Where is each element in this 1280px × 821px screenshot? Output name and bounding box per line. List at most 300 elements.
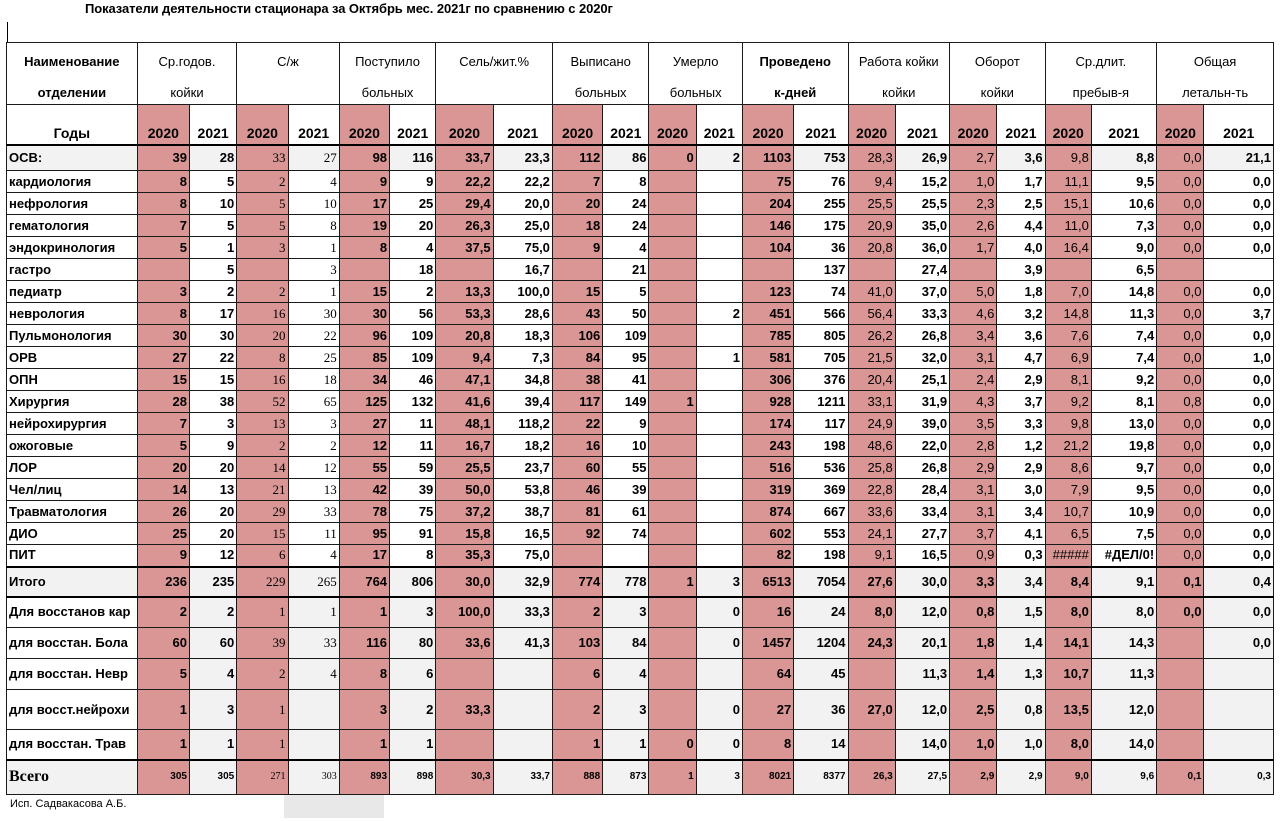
cell-19: 12,0 <box>1091 690 1156 730</box>
cell-4: 893 <box>339 760 389 795</box>
cell-6: 53,3 <box>436 303 493 325</box>
grand-total-row <box>7 760 1274 795</box>
cell-8: 9 <box>552 237 602 259</box>
cell-14: 48,6 <box>848 435 895 457</box>
cell-7: 16,5 <box>493 523 552 545</box>
cell-2: 52 <box>237 391 288 413</box>
cell-6: 50,0 <box>436 479 493 501</box>
cell-1: 20 <box>189 501 236 523</box>
cell-5: 109 <box>390 347 436 369</box>
cell-1: 10 <box>189 193 236 215</box>
cell-4: 8 <box>339 659 389 690</box>
row-label: гастро <box>7 259 138 281</box>
cell-5: 9 <box>390 171 436 193</box>
header-row-bottom <box>7 81 1274 105</box>
cell-16: 2,8 <box>950 435 997 457</box>
cell-0 <box>137 259 189 281</box>
cell-15: 28,4 <box>895 479 949 501</box>
cell-2: 1 <box>237 690 288 730</box>
cell-15: 27,5 <box>895 760 949 795</box>
year-2020: 2020 <box>339 105 389 145</box>
row-label: Для восстанов кар <box>7 597 138 628</box>
cell-13: 117 <box>794 413 848 435</box>
cell-21: 21,1 <box>1204 145 1274 171</box>
cell-14: 20,8 <box>848 237 895 259</box>
cell-16: 3,1 <box>950 479 997 501</box>
department-row <box>7 369 1274 391</box>
header-name-line2: отделении <box>7 81 138 105</box>
cell-18: 9,0 <box>1045 760 1091 795</box>
cell-17: 1,4 <box>997 628 1045 659</box>
cell-7: 53,8 <box>493 479 552 501</box>
cell-12: 104 <box>742 237 793 259</box>
cell-0: 8 <box>137 171 189 193</box>
year-2020: 2020 <box>1045 105 1091 145</box>
cell-11: 1 <box>696 347 742 369</box>
cell-12: 928 <box>742 391 793 413</box>
cell-17: 4,7 <box>997 347 1045 369</box>
cell-7: 118,2 <box>493 413 552 435</box>
cell-21: 0,3 <box>1204 760 1274 795</box>
cell-18: 11,1 <box>1045 171 1091 193</box>
row-label: Итого <box>7 567 138 597</box>
cell-10 <box>649 215 696 237</box>
cell-13: 369 <box>794 479 848 501</box>
cell-10 <box>649 457 696 479</box>
cell-10 <box>649 545 696 567</box>
cell-7: 20,0 <box>493 193 552 215</box>
cell-10 <box>649 690 696 730</box>
department-row <box>7 391 1274 413</box>
cell-8: 16 <box>552 435 602 457</box>
year-2020: 2020 <box>1157 105 1204 145</box>
cell-3: 8 <box>288 215 339 237</box>
cell-14: 28,3 <box>848 145 895 171</box>
cell-11 <box>696 501 742 523</box>
years-row <box>7 105 1274 145</box>
cell-12: 146 <box>742 215 793 237</box>
cell-6: 20,8 <box>436 325 493 347</box>
row-label: Всего <box>7 760 138 795</box>
cell-3: 2 <box>288 435 339 457</box>
cell-20: 0,0 <box>1157 347 1204 369</box>
cell-12: 581 <box>742 347 793 369</box>
cell-6: 35,3 <box>436 545 493 567</box>
cell-1: 38 <box>189 391 236 413</box>
cell-10: 1 <box>649 391 696 413</box>
cell-5: 116 <box>390 145 436 171</box>
year-2021: 2021 <box>603 105 649 145</box>
cell-16: 3,5 <box>950 413 997 435</box>
cell-0: 5 <box>137 659 189 690</box>
row-label: ЛОР <box>7 457 138 479</box>
cell-16: 3,4 <box>950 325 997 347</box>
cell-5: 898 <box>390 760 436 795</box>
cell-17: 3,6 <box>997 325 1045 347</box>
cell-8: 38 <box>552 369 602 391</box>
cell-2: 8 <box>237 347 288 369</box>
cell-15: 14,0 <box>895 730 949 760</box>
cell-1: 1 <box>189 237 236 259</box>
cell-13: 137 <box>794 259 848 281</box>
cell-16: 1,8 <box>950 628 997 659</box>
cell-21: 1,0 <box>1204 347 1274 369</box>
cell-10 <box>649 171 696 193</box>
cell-6 <box>436 259 493 281</box>
cell-2: 2 <box>237 171 288 193</box>
cell-3: 265 <box>288 567 339 597</box>
cell-14 <box>848 659 895 690</box>
cell-1: 9 <box>189 435 236 457</box>
cell-8 <box>552 259 602 281</box>
cell-13: 255 <box>794 193 848 215</box>
cell-13: 8377 <box>794 760 848 795</box>
cell-19: 8,8 <box>1091 145 1156 171</box>
header-group-3-line1: Сель/жит.% <box>436 43 553 81</box>
cell-5: 18 <box>390 259 436 281</box>
cell-17: 0,3 <box>997 545 1045 567</box>
cell-16: 5,0 <box>950 281 997 303</box>
cell-0: 28 <box>137 391 189 413</box>
cell-18: 8,1 <box>1045 369 1091 391</box>
cell-3: 1 <box>288 597 339 628</box>
cell-1: 15 <box>189 369 236 391</box>
cell-15: 27,4 <box>895 259 949 281</box>
cell-7: 41,3 <box>493 628 552 659</box>
cell-14: 21,5 <box>848 347 895 369</box>
report-table <box>6 42 1274 795</box>
cell-0: 3 <box>137 281 189 303</box>
header-group-2-line2: больных <box>339 81 436 105</box>
cell-15: 35,0 <box>895 215 949 237</box>
cell-2 <box>237 259 288 281</box>
cell-13: 1204 <box>794 628 848 659</box>
department-row <box>7 413 1274 435</box>
cell-17: 3,7 <box>997 391 1045 413</box>
cell-4: 34 <box>339 369 389 391</box>
cell-11 <box>696 193 742 215</box>
year-2021: 2021 <box>493 105 552 145</box>
cell-19: 9,5 <box>1091 171 1156 193</box>
cell-19: 9,1 <box>1091 567 1156 597</box>
cell-1: 17 <box>189 303 236 325</box>
cell-2: 1 <box>237 597 288 628</box>
cell-0: 27 <box>137 347 189 369</box>
cell-4: 42 <box>339 479 389 501</box>
row-label: нейрохирургия <box>7 413 138 435</box>
cell-17: 2,9 <box>997 760 1045 795</box>
cell-20: 0,0 <box>1157 501 1204 523</box>
cell-13: 566 <box>794 303 848 325</box>
cell-9: 9 <box>603 413 649 435</box>
cell-9: 109 <box>603 325 649 347</box>
cell-11: 0 <box>696 730 742 760</box>
cell-13: 7054 <box>794 567 848 597</box>
department-row <box>7 193 1274 215</box>
cell-7 <box>493 659 552 690</box>
cell-19: 9,2 <box>1091 369 1156 391</box>
cell-20: 0,0 <box>1157 523 1204 545</box>
cell-21: 0,0 <box>1204 171 1274 193</box>
cell-20 <box>1157 659 1204 690</box>
cell-7: 75,0 <box>493 545 552 567</box>
cell-1: 235 <box>189 567 236 597</box>
cell-9: 74 <box>603 523 649 545</box>
cell-5: 25 <box>390 193 436 215</box>
year-2021: 2021 <box>390 105 436 145</box>
cell-15: 30,0 <box>895 567 949 597</box>
cell-7: 33,7 <box>493 760 552 795</box>
cell-14: 9,4 <box>848 171 895 193</box>
row-label: ОСВ: <box>7 145 138 171</box>
cell-16: 0,8 <box>950 597 997 628</box>
cell-9: 10 <box>603 435 649 457</box>
cell-20: 0,0 <box>1157 545 1204 567</box>
cell-9: 1 <box>603 730 649 760</box>
cell-13: 175 <box>794 215 848 237</box>
cell-19: 8,0 <box>1091 597 1156 628</box>
cell-11 <box>696 259 742 281</box>
row-label: педиатр <box>7 281 138 303</box>
cell-0: 7 <box>137 215 189 237</box>
cell-8: 6 <box>552 659 602 690</box>
cell-19: 13,0 <box>1091 413 1156 435</box>
cell-0: 8 <box>137 193 189 215</box>
cell-3: 30 <box>288 303 339 325</box>
cell-0: 5 <box>137 237 189 259</box>
cell-13: 536 <box>794 457 848 479</box>
cell-6: 15,8 <box>436 523 493 545</box>
cell-15: 39,0 <box>895 413 949 435</box>
cell-17: 4,1 <box>997 523 1045 545</box>
left-border-tick <box>7 22 8 42</box>
cell-9: 5 <box>603 281 649 303</box>
year-2021: 2021 <box>189 105 236 145</box>
cell-10 <box>649 597 696 628</box>
cell-16: 4,6 <box>950 303 997 325</box>
cell-6: 33,3 <box>436 690 493 730</box>
cell-3: 18 <box>288 369 339 391</box>
cell-2: 229 <box>237 567 288 597</box>
cell-18: ##### <box>1045 545 1091 567</box>
cell-19: 9,7 <box>1091 457 1156 479</box>
cell-17: 1,3 <box>997 659 1045 690</box>
cell-19: 8,1 <box>1091 391 1156 413</box>
total-row <box>7 567 1274 597</box>
cell-12: 785 <box>742 325 793 347</box>
cell-11 <box>696 545 742 567</box>
cell-6: 29,4 <box>436 193 493 215</box>
cell-3: 1 <box>288 237 339 259</box>
row-label: кардиология <box>7 171 138 193</box>
cell-1: 20 <box>189 457 236 479</box>
cell-19: 7,5 <box>1091 523 1156 545</box>
header-group-7-line1: Работа койки <box>848 43 950 81</box>
cell-4: 19 <box>339 215 389 237</box>
cell-20: 0,1 <box>1157 760 1204 795</box>
cell-16: 3,1 <box>950 347 997 369</box>
rehab-row <box>7 597 1274 628</box>
cell-15: 12,0 <box>895 690 949 730</box>
cell-20: 0,0 <box>1157 237 1204 259</box>
cell-1: 13 <box>189 479 236 501</box>
cell-15: 26,9 <box>895 145 949 171</box>
cell-13: 76 <box>794 171 848 193</box>
cell-9: 3 <box>603 690 649 730</box>
header-group-6-line1: Проведено <box>742 43 848 81</box>
years-label: Годы <box>7 105 138 145</box>
cell-14: 33,1 <box>848 391 895 413</box>
department-row <box>7 325 1274 347</box>
cell-21: 0,0 <box>1204 597 1274 628</box>
year-2020: 2020 <box>742 105 793 145</box>
cell-16: 2,4 <box>950 369 997 391</box>
cell-18: 7,0 <box>1045 281 1091 303</box>
cell-6: 26,3 <box>436 215 493 237</box>
cell-17: 3,4 <box>997 501 1045 523</box>
cell-8: 774 <box>552 567 602 597</box>
rehab-row <box>7 730 1274 760</box>
row-label: для восстан. Трав <box>7 730 138 760</box>
row-label: гематология <box>7 215 138 237</box>
cell-13: 45 <box>794 659 848 690</box>
cell-6: 30,0 <box>436 567 493 597</box>
cell-11 <box>696 369 742 391</box>
cell-19: 11,3 <box>1091 303 1156 325</box>
year-2021: 2021 <box>696 105 742 145</box>
cell-12: 1103 <box>742 145 793 171</box>
cell-19: 9,5 <box>1091 479 1156 501</box>
cell-8: 1 <box>552 730 602 760</box>
cell-4: 125 <box>339 391 389 413</box>
cell-1: 30 <box>189 325 236 347</box>
cell-19: 14,3 <box>1091 628 1156 659</box>
cell-9: 39 <box>603 479 649 501</box>
cell-7: 18,3 <box>493 325 552 347</box>
cell-6: 37,2 <box>436 501 493 523</box>
cell-5: 3 <box>390 597 436 628</box>
year-2021: 2021 <box>1204 105 1274 145</box>
row-label: Чел/лиц <box>7 479 138 501</box>
cell-14: 56,4 <box>848 303 895 325</box>
cell-13: 1211 <box>794 391 848 413</box>
cell-6 <box>436 730 493 760</box>
cell-20: 0,0 <box>1157 171 1204 193</box>
cell-20: 0,0 <box>1157 193 1204 215</box>
header-group-8-line1: Оборот <box>950 43 1046 81</box>
header-group-5-line1: Умерло <box>649 43 743 81</box>
cell-4: 98 <box>339 145 389 171</box>
cell-13: 198 <box>794 435 848 457</box>
cell-21: 0,0 <box>1204 435 1274 457</box>
cell-19: 7,4 <box>1091 347 1156 369</box>
cell-16: 3,1 <box>950 501 997 523</box>
cell-9: 61 <box>603 501 649 523</box>
cell-15: 37,0 <box>895 281 949 303</box>
cell-12: 16 <box>742 597 793 628</box>
cell-21: 0,4 <box>1204 567 1274 597</box>
cell-5: 6 <box>390 659 436 690</box>
cell-8: 103 <box>552 628 602 659</box>
cell-2: 2 <box>237 435 288 457</box>
header-group-5-line2: больных <box>649 81 743 105</box>
cell-20: 0,0 <box>1157 145 1204 171</box>
header-group-7-line2: койки <box>848 81 950 105</box>
cell-15: 31,9 <box>895 391 949 413</box>
cell-12: 602 <box>742 523 793 545</box>
cell-6: 13,3 <box>436 281 493 303</box>
cell-20: 0,0 <box>1157 457 1204 479</box>
header-row-top <box>7 43 1274 81</box>
cell-21: 0,0 <box>1204 501 1274 523</box>
cell-12 <box>742 259 793 281</box>
cell-10 <box>649 479 696 501</box>
cell-17: 2,9 <box>997 369 1045 391</box>
cell-6 <box>436 659 493 690</box>
cell-3: 25 <box>288 347 339 369</box>
cell-7: 100,0 <box>493 281 552 303</box>
cell-19: 10,6 <box>1091 193 1156 215</box>
cell-9: 21 <box>603 259 649 281</box>
cell-4: 9 <box>339 171 389 193</box>
cell-2: 3 <box>237 237 288 259</box>
row-label: для восстан. Бола <box>7 628 138 659</box>
cell-0: 60 <box>137 628 189 659</box>
cell-11 <box>696 523 742 545</box>
year-2020: 2020 <box>237 105 288 145</box>
cell-7: 23,7 <box>493 457 552 479</box>
cell-4: 1 <box>339 730 389 760</box>
cell-21: 3,7 <box>1204 303 1274 325</box>
cell-18: 13,5 <box>1045 690 1091 730</box>
cell-5: 56 <box>390 303 436 325</box>
cell-14 <box>848 730 895 760</box>
cell-3: 10 <box>288 193 339 215</box>
cell-7 <box>493 690 552 730</box>
department-row <box>7 281 1274 303</box>
cell-12: 204 <box>742 193 793 215</box>
cell-16: 2,5 <box>950 690 997 730</box>
cell-15: 20,1 <box>895 628 949 659</box>
cell-1: 4 <box>189 659 236 690</box>
cell-4: 85 <box>339 347 389 369</box>
cell-15: 36,0 <box>895 237 949 259</box>
cell-2: 13 <box>237 413 288 435</box>
header-group-6-line2: к-дней <box>742 81 848 105</box>
cell-15: 25,5 <box>895 193 949 215</box>
department-row <box>7 145 1274 171</box>
cell-21 <box>1204 659 1274 690</box>
cell-8: 22 <box>552 413 602 435</box>
cell-20: 0,0 <box>1157 597 1204 628</box>
cell-5: 91 <box>390 523 436 545</box>
cell-20: 0,0 <box>1157 303 1204 325</box>
cell-8: 18 <box>552 215 602 237</box>
cell-2: 29 <box>237 501 288 523</box>
cell-18: 8,0 <box>1045 730 1091 760</box>
cell-17: 0,8 <box>997 690 1045 730</box>
cell-10: 1 <box>649 760 696 795</box>
cell-19: 7,4 <box>1091 325 1156 347</box>
cell-4: 30 <box>339 303 389 325</box>
cell-3: 33 <box>288 501 339 523</box>
cell-14: 41,0 <box>848 281 895 303</box>
cell-2: 39 <box>237 628 288 659</box>
cell-16: 2,6 <box>950 215 997 237</box>
cell-1: 5 <box>189 259 236 281</box>
cell-15: 32,0 <box>895 347 949 369</box>
cell-11: 0 <box>696 690 742 730</box>
